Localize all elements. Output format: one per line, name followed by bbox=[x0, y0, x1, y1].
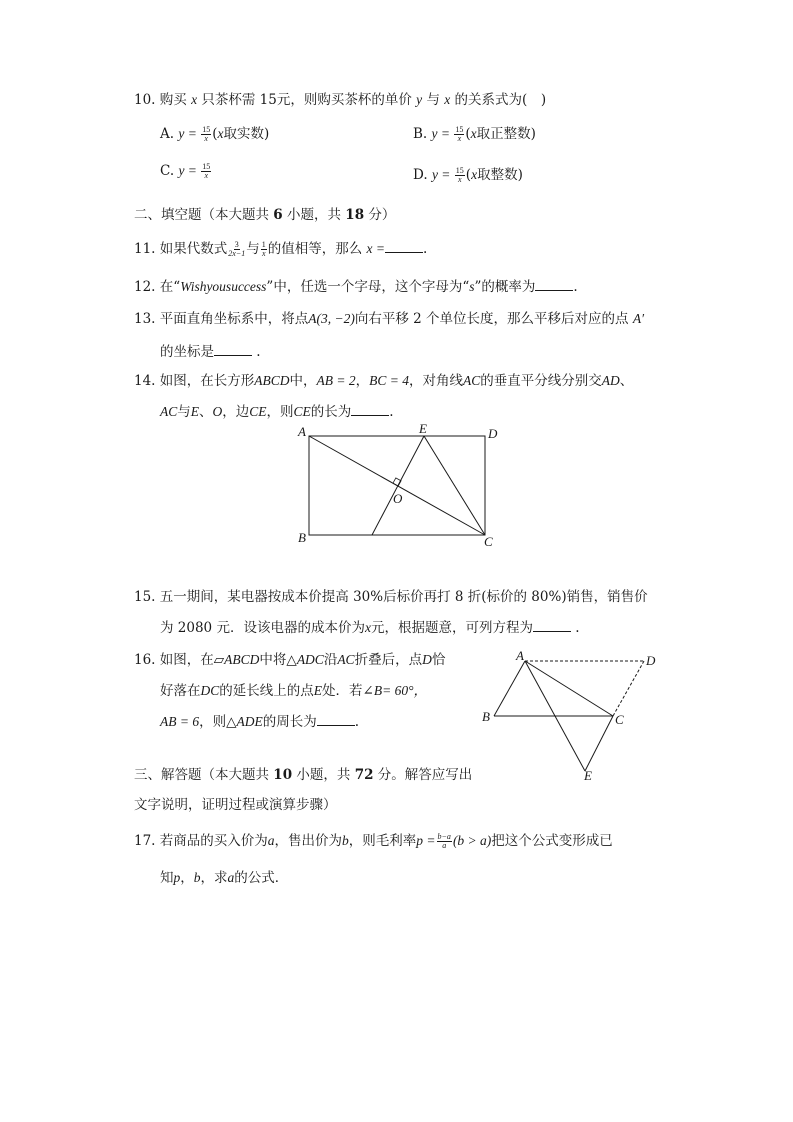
q10-option-d[interactable]: D. y = $\frac{15}{x}$ (x取整数) bbox=[413, 166, 523, 184]
q17-line2: 知p，b，求a的公式． bbox=[160, 870, 289, 886]
segment-ac bbox=[525, 661, 613, 716]
fraction: $\frac{15}{x}$ bbox=[455, 166, 464, 184]
q15-line1: 15. 五一期间，某电器按成本价提高 30%后标价再打 8 折(标价的 80%)销售，销售价 bbox=[134, 589, 648, 605]
label-b: B bbox=[298, 530, 306, 545]
q13-line1: 13. 平面直角坐标系中，将点A(3, −2)向右平移 2 个单位长度，那么平移后对应的点 A′ bbox=[134, 311, 645, 327]
label-c: C bbox=[484, 534, 493, 549]
q12: 12. 在“Wishyousuccess”中，任选一个字母，这个字母为“s”的概率为 . bbox=[134, 279, 578, 295]
segment-ab bbox=[494, 661, 525, 716]
answer-blank[interactable] bbox=[214, 343, 252, 356]
label-o: O bbox=[393, 491, 403, 506]
section-heading-solutions: 三、解答题（本大题共 10 小题，共 72 分。解答应写出 bbox=[134, 767, 473, 783]
answer-blank[interactable] bbox=[535, 278, 573, 291]
answer-blank[interactable] bbox=[533, 619, 571, 632]
segment-dc-dashed bbox=[613, 661, 644, 716]
segment-ce bbox=[424, 436, 485, 535]
label-e: E bbox=[419, 422, 427, 436]
label-d: D bbox=[488, 426, 498, 441]
q10-option-a[interactable]: A. y = $\frac{15}{x}$ (x取实数) bbox=[160, 125, 270, 143]
q16-line1: 16. 如图，在▱ABCD中将△ADC沿AC折叠后，点D恰 bbox=[134, 652, 446, 668]
q10-option-b[interactable]: B. y = $\frac{15}{x}$ (x取正整数) bbox=[413, 125, 536, 143]
answer-blank[interactable] bbox=[317, 713, 355, 726]
answer-blank[interactable] bbox=[351, 403, 389, 416]
answer-blank[interactable] bbox=[385, 240, 423, 253]
q10-option-c[interactable]: C. y = $\frac{15}{x}$ bbox=[160, 162, 211, 180]
fraction: $\frac{15}{x}$ bbox=[455, 125, 464, 143]
figure-parallelogram-fold bbox=[478, 648, 668, 788]
label-d: D bbox=[646, 653, 656, 668]
perpendicular-bisector bbox=[372, 436, 424, 535]
figure-rectangle-abcd bbox=[290, 422, 510, 552]
q14-line1: 14. 如图，在长方形ABCD中，AB = 2，BC = 4，对角线AC的垂直平分线分别交AD、 bbox=[134, 373, 634, 389]
q14-line2: AC与E、O，边CE，则CE的长为 . bbox=[160, 404, 394, 420]
question-number: 10. bbox=[134, 92, 156, 108]
q17-line1: 17. 若商品的买入价为a，售出价为b，则毛利率p = $\frac{b-a}{a}$ (b > a)把这个公式变形成已 bbox=[134, 832, 613, 850]
fraction: $\frac{15}{x}$ bbox=[202, 125, 211, 143]
label-b: B bbox=[482, 709, 490, 724]
q16-line2: 好落在DC的延长线上的点E处．若∠B= 60°， bbox=[160, 683, 427, 699]
fraction: $\frac{15}{x}$ bbox=[202, 162, 211, 180]
q15-line2: 为 2080 元．设该电器的成本价为x元，根据题意，可列方程为 . bbox=[160, 620, 580, 636]
fraction: $\frac{1}{x}$ bbox=[261, 240, 266, 258]
q11: 11. 如果代数式 $\frac{3}{2x-1}$ 与 $\frac{1}{x}$ 的值相等，那么 x = . bbox=[134, 240, 428, 258]
section-heading-fill-in: 二、填空题（本大题共 6 小题，共 18 分） bbox=[134, 207, 396, 223]
segment-ce bbox=[585, 716, 613, 771]
label-c: C bbox=[615, 712, 624, 727]
fraction: $\frac{b-a}{a}$ bbox=[437, 832, 451, 850]
q10-stem: 10. 购买 x 只茶杯需 15元，则购买茶杯的单价 y 与 x 的关系式为( ) bbox=[134, 92, 547, 108]
q13-line2: 的坐标是 . bbox=[160, 344, 261, 360]
fraction: $\frac{3}{2x-1}$ bbox=[228, 240, 246, 258]
q16-line3: AB = 6，则△ADE的周长为 . bbox=[160, 714, 360, 730]
section-heading-solutions-line2: 文字说明，证明过程或演算步骤） bbox=[134, 797, 337, 813]
label-e: E bbox=[584, 768, 592, 783]
label-a: A bbox=[516, 648, 524, 663]
label-a: A bbox=[298, 424, 306, 439]
